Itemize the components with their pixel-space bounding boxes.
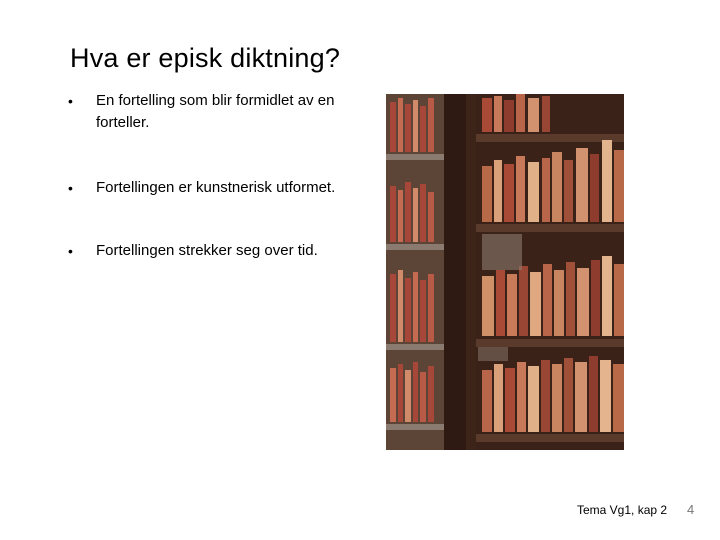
bookshelf-photo (386, 94, 624, 450)
bullet-text: Fortellingen er kunstnerisk utformet. (96, 179, 336, 196)
footer-label: Tema Vg1, kap 2 (577, 503, 668, 517)
page-number: 4 (687, 502, 695, 517)
bullet-item (68, 240, 368, 262)
bullet-text: En fortelling som blir formidlet av en forteller. (96, 92, 335, 131)
bullet-item (68, 90, 368, 134)
bookshelf-illustration (386, 94, 624, 450)
bullet-text: Fortellingen strekker seg over tid. (96, 242, 318, 259)
bullet-marker: • (68, 243, 73, 259)
bullet-marker: • (68, 180, 73, 196)
bullet-item (68, 177, 368, 199)
bullet-marker: • (68, 93, 73, 109)
slide-title: Hva er episk diktning? (70, 43, 341, 73)
